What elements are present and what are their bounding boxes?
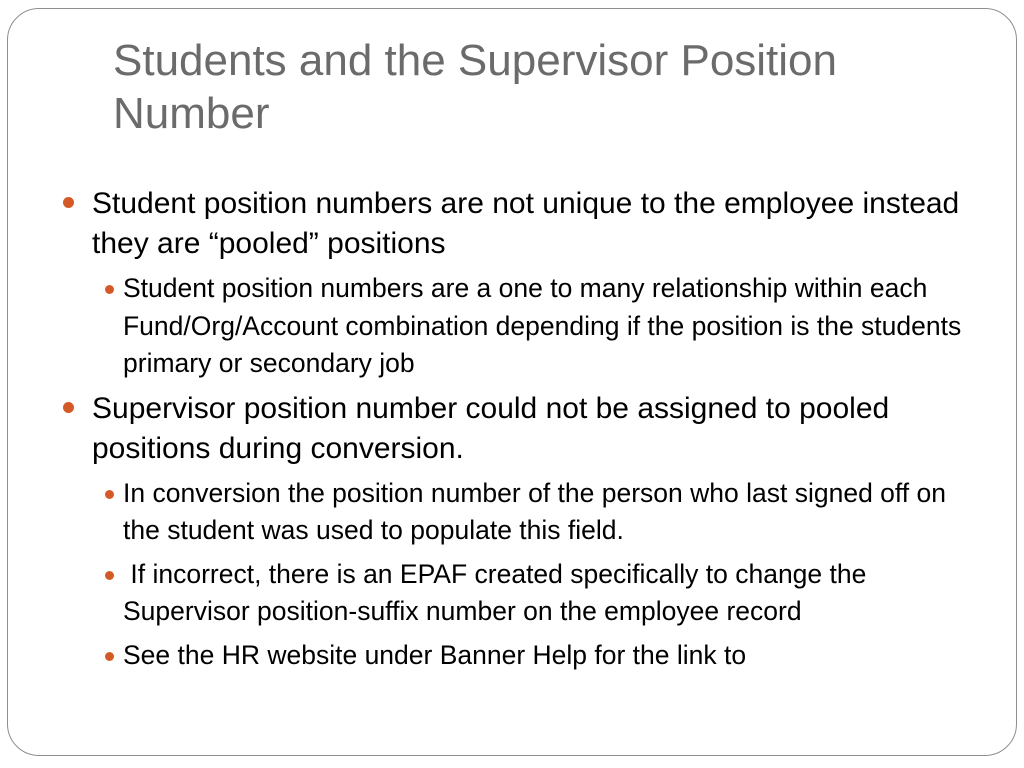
bullet-level1 bbox=[0, 389, 1024, 469]
bullet-text: Supervisor position number could not be assigned to pooled positions during conversion. bbox=[92, 391, 890, 465]
bullet-level1 bbox=[0, 184, 1024, 264]
bullet-level2 bbox=[0, 637, 1024, 675]
slide-title: Students and the Supervisor Position Number bbox=[113, 36, 838, 138]
bullet-dot-icon bbox=[105, 490, 114, 499]
slide-content bbox=[0, 184, 1024, 680]
bullet-dot-icon bbox=[105, 571, 114, 580]
bullet-text: Student position numbers are a one to many relationship within each Fund/Org/Account combination depending if the position is the students primary or secondary job bbox=[123, 273, 962, 378]
bullet-dot-icon bbox=[105, 652, 114, 661]
bullet-dot-icon bbox=[63, 402, 74, 413]
bullet-text: Student position numbers are not unique to the employee instead they are “pooled” positions bbox=[92, 187, 960, 260]
bullet-dot-icon bbox=[105, 285, 114, 294]
bullet-level2 bbox=[0, 270, 1024, 383]
bullet-text: See the HR website under Banner Help for the link to bbox=[123, 639, 747, 670]
bullet-text: In conversion the position number of the person who last signed off on the student was used to populate this field. bbox=[123, 477, 947, 545]
bullet-dot-icon bbox=[63, 197, 74, 208]
bullet-text: If incorrect, there is an EPAF created specifically to change the Supervisor position-suffix number on the employee record bbox=[123, 558, 874, 626]
bullet-level2 bbox=[0, 475, 1024, 550]
bullet-level2 bbox=[0, 556, 1024, 631]
